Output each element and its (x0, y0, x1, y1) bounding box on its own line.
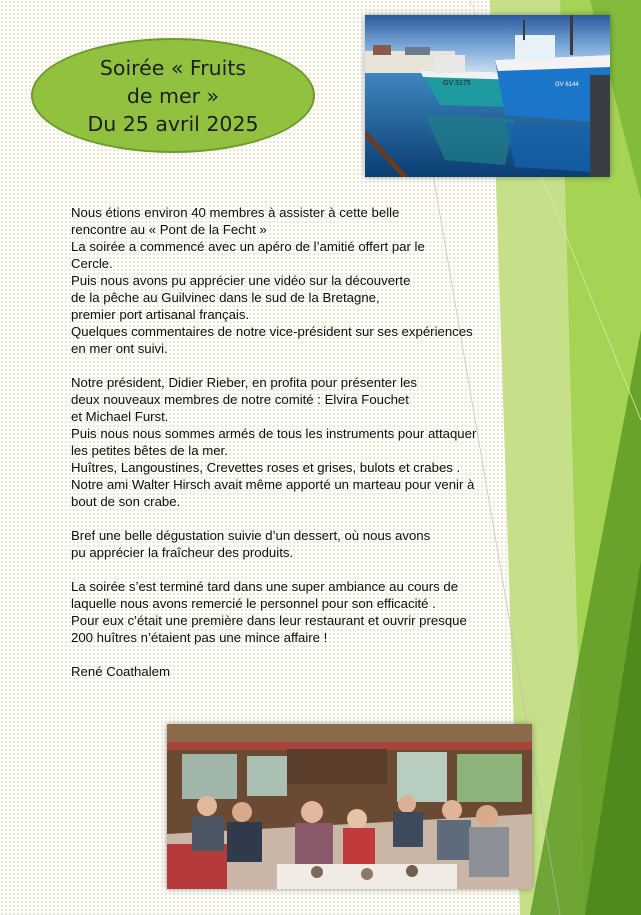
title-line-1: Soirée « Fruits (99, 55, 247, 80)
article-line: rencontre au « Pont de la Fecht » (71, 222, 267, 237)
author-signature: René Coathalem (71, 664, 170, 679)
fishing-boats-photo (365, 15, 610, 177)
article-line: laquelle nous avons remercié le personnel pour son efficacité . (71, 596, 436, 611)
article-line: Puis nous nous sommes armés de tous les instruments pour attaquer (71, 426, 477, 441)
paragraph-gap (71, 357, 521, 374)
article-line: Huîtres, Langoustines, Crevettes roses et grises, bulots et crabes . (71, 460, 461, 475)
article-line: les petites bêtes de la mer. (71, 443, 228, 458)
dinner-group-photo (167, 724, 532, 889)
article-line: pu apprécier la fraîcheur des produits. (71, 545, 294, 560)
article-line: Nous étions environ 40 membres à assister à cette belle (71, 205, 400, 220)
title-date: Du 25 avril 2025 (87, 111, 259, 136)
article-line: Cercle. (71, 256, 113, 271)
title-oval (31, 38, 315, 153)
article-line: 200 huîtres n’étaient pas une mince affaire ! (71, 630, 328, 645)
article-line: de la pêche au Guilvinec dans le sud de la Bretagne, (71, 290, 380, 305)
article-line: en mer ont suivi. (71, 341, 168, 356)
article-body (71, 204, 521, 680)
boat-number-right: GV 6144 (555, 82, 579, 88)
article-line: bout de son crabe. (71, 494, 181, 509)
article-line: et Michael Furst. (71, 409, 169, 424)
article-line: Puis nous avons pu apprécier une vidéo sur la découverte (71, 273, 411, 288)
paragraph-gap (71, 561, 521, 578)
article-line: Pour eux c’était une première dans leur restaurant et ouvrir presque (71, 613, 467, 628)
article-line: premier port artisanal français. (71, 307, 250, 322)
article-line: deux nouveaux membres de notre comité : Elvira Fouchet (71, 392, 409, 407)
article-line: Notre président, Didier Rieber, en profita pour présenter les (71, 375, 417, 390)
boat-number-left: GV 3175 (443, 80, 471, 87)
paragraph-gap (71, 510, 521, 527)
article-line: La soirée s’est terminé tard dans une super ambiance au cours de (71, 579, 459, 594)
article-line: Quelques commentaires de notre vice-président sur ses expériences (71, 324, 473, 339)
title-line-2: de mer » (126, 83, 220, 108)
article-line: Bref une belle dégustation suivie d’un dessert, où nous avons (71, 528, 431, 543)
article-line: Notre ami Walter Hirsch avait même apporté un marteau pour venir à (71, 477, 475, 492)
paragraph-gap (71, 646, 521, 663)
article-line: La soirée a commencé avec un apéro de l’amitié offert par le (71, 239, 425, 254)
